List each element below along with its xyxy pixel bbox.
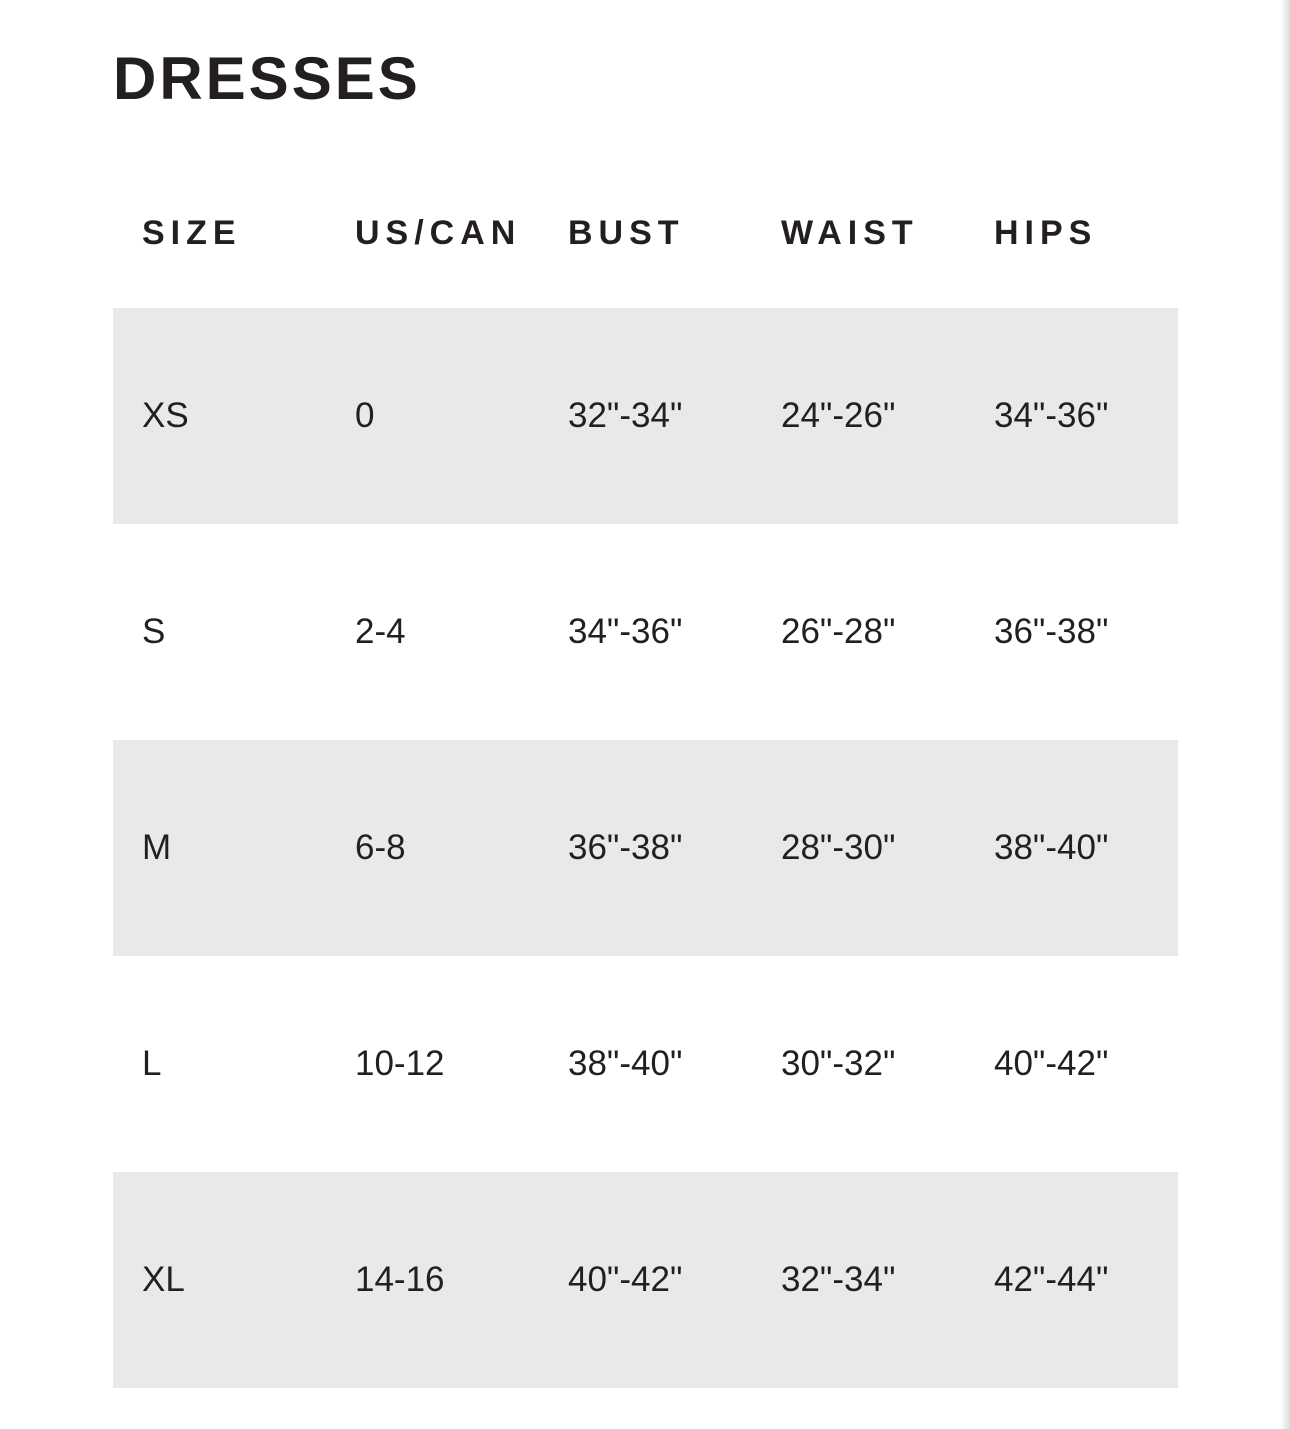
cell-waist: 32"-34" xyxy=(781,1260,896,1299)
cell-size: L xyxy=(142,1044,162,1083)
cell-bust: 32"-34" xyxy=(568,396,683,435)
table-row xyxy=(113,524,1178,740)
column-header-hips: HIPS xyxy=(994,213,1098,252)
cell-hips: 40"-42" xyxy=(994,1044,1109,1083)
table-row xyxy=(113,308,1178,524)
column-header-us-can: US/CAN xyxy=(355,213,522,252)
cell-hips: 38"-40" xyxy=(994,828,1109,867)
cell-waist: 28"-30" xyxy=(781,828,896,867)
cell-size: XL xyxy=(142,1260,185,1299)
scroll-edge-shadow xyxy=(1280,0,1290,1429)
column-header-size: SIZE xyxy=(142,213,242,252)
cell-bust: 34"-36" xyxy=(568,612,683,651)
cell-waist: 30"-32" xyxy=(781,1044,896,1083)
cell-hips: 42"-44" xyxy=(994,1260,1109,1299)
cell-waist: 24"-26" xyxy=(781,396,896,435)
table-row xyxy=(113,1172,1178,1388)
table-row xyxy=(113,956,1178,1172)
cell-us-can: 14-16 xyxy=(355,1260,445,1299)
cell-size: S xyxy=(142,612,166,651)
cell-bust: 36"-38" xyxy=(568,828,683,867)
table-body xyxy=(113,308,1178,1388)
cell-us-can: 2-4 xyxy=(355,612,406,651)
cell-hips: 34"-36" xyxy=(994,396,1109,435)
column-header-waist: WAIST xyxy=(781,213,919,252)
cell-bust: 40"-42" xyxy=(568,1260,683,1299)
cell-us-can: 6-8 xyxy=(355,828,406,867)
cell-size: XS xyxy=(142,396,189,435)
cell-bust: 38"-40" xyxy=(568,1044,683,1083)
cell-us-can: 0 xyxy=(355,396,375,435)
table-header-row xyxy=(113,178,1178,288)
cell-waist: 26"-28" xyxy=(781,612,896,651)
cell-size: M xyxy=(142,828,172,867)
size-chart-table xyxy=(113,178,1178,1388)
page-title: DRESSES xyxy=(113,45,421,112)
column-header-bust: BUST xyxy=(568,213,685,252)
cell-us-can: 10-12 xyxy=(355,1044,445,1083)
cell-hips: 36"-38" xyxy=(994,612,1109,651)
table-row xyxy=(113,740,1178,956)
